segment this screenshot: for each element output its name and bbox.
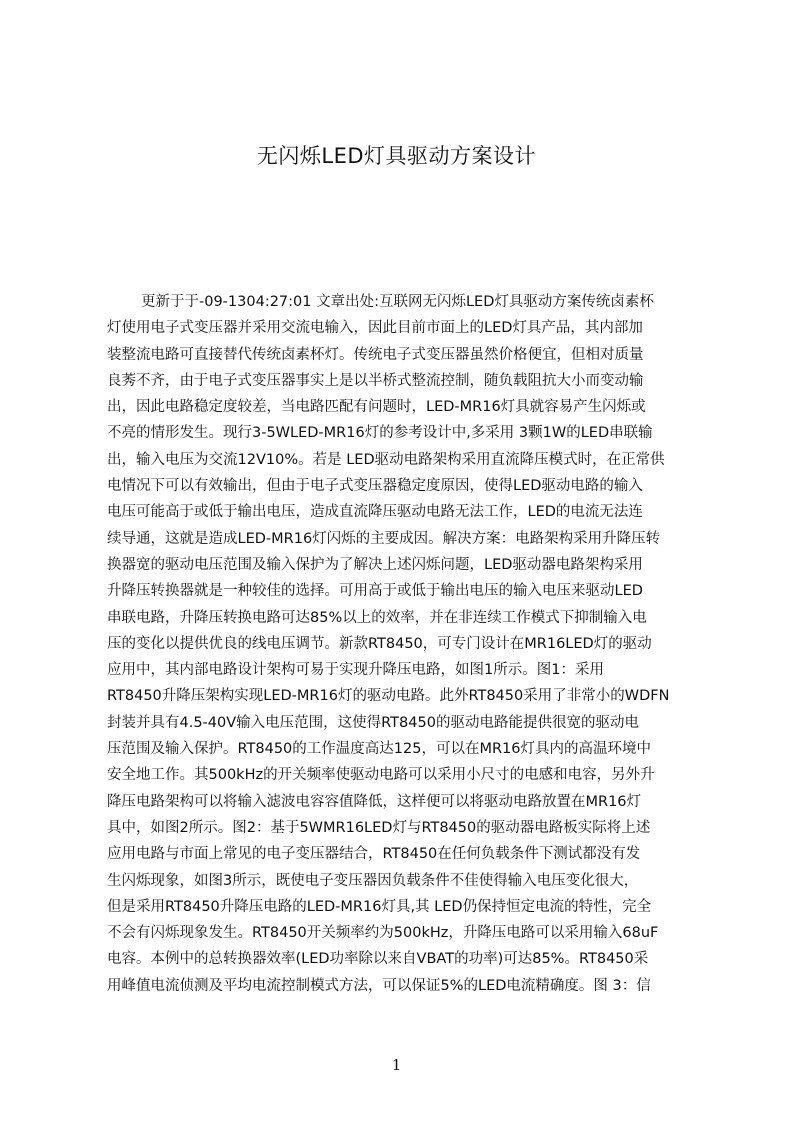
document-title: 无闪烁LED灯具驱动方案设计 xyxy=(256,144,537,168)
text-line: 具中，如图2所示。图2：基于5WMR16LED灯与RT8450的驱动器电路板实际将上述 xyxy=(107,819,651,836)
text-line: 应用电路与市面上常见的电子变压器结合，RT8450在任何负载条件下测试都没有发 xyxy=(107,846,641,863)
page-number: 1 xyxy=(391,1056,402,1074)
text-line: 良莠不齐，由于电子式变压器事实上是以半桥式整流控制，随负载阻抗大小而变动输 xyxy=(107,372,644,389)
text-line: 串联电路，升降压转换电路可达85%以上的效率，并在非连续工作模式下抑制输入电 xyxy=(107,609,647,626)
text-line: 电压可能高于或低于输出电压，造成直流降压驱动电路无法工作，LED的电流无法连 xyxy=(107,504,643,521)
text-line: 灯使用电子式变压器并采用交流电输入，因此目前市面上的LED灯具产品，其内部加 xyxy=(107,320,643,337)
text-line: 更新于于-09-1304:27:01 文章出处:互联网无闪烁LED灯具驱动方案传统卤素杯 xyxy=(141,294,654,310)
text-line: 换器宽的驱动电压范围及输入保护为了解决上述闪烁问题，LED驱动器电路架构采用 xyxy=(107,556,643,573)
text-line: 安全地工作。其500kHz的开关频率使驱动电路可以采用小尺寸的电感和电容，另外升 xyxy=(107,767,655,784)
text-line: 出，输入电压为交流12V10%。若是 LED驱动电路架构采用直流降压模式时，在正常供 xyxy=(107,451,665,468)
text-line: 降压电路架构可以将输入滤波电容容值降低，这样便可以将驱动电路放置在MR16灯 xyxy=(107,793,642,810)
text-line: 但是采用RT8450升降压电路的LED-MR16灯具,其 LED仍保持恒定电流的特性，完全 xyxy=(107,898,652,915)
text-line: 压范围及输入保护。RT8450的工作温度高达125，可以在MR16灯具内的高温环境中 xyxy=(107,741,651,758)
text-line: 生闪烁现象，如图3所示，既使电子变压器因负载条件不佳使得输入电压变化很大， xyxy=(107,872,639,889)
text-line: 不会有闪烁现象发生。RT8450开关频率约为500kHz，升降压电路可以采用输入68uF xyxy=(107,925,659,942)
text-line: 出，因此电路稳定度较差，当电路匹配有问题时，LED-MR16灯具就容易产生闪烁或 xyxy=(107,399,646,416)
text-line: 用峰值电流侦测及平均电流控制模式方法，可以保证5%的LED电流精确度。图 3：信 xyxy=(107,977,651,994)
text-line: 装整流电路可直接替代传统卤素杯灯。传统电子式变压器虽然价格便宜，但相对质量 xyxy=(107,346,644,363)
text-line: 电容。本例中的总转换器效率(LED功率除以来自VBAT的功率)可达85%。RT8450采 xyxy=(107,951,649,968)
body-paragraph xyxy=(107,289,697,999)
text-line: 续导通，这就是造成LED-MR16灯闪烁的主要成因。解决方案：电路架构采用升降压转 xyxy=(107,530,661,547)
text-line: 压的变化以提供优良的线电压调节。新款RT8450，可专门设计在MR16LED灯的驱动 xyxy=(107,635,652,652)
text-line: 电情况下可以有效输出，但由于电子式变压器稳定度原因，使得LED驱动电路的输入 xyxy=(107,478,643,495)
text-line: 不亮的情形发生。现行3-5WLED-MR16灯的参考设计中,多采用 3颗1W的LED串联输 xyxy=(107,425,653,442)
text-line: 应用中，其内部电路设计架构可易于实现升降压电路，如图1所示。图1：采用 xyxy=(107,662,604,679)
text-line: 升降压转换器就是一种较佳的选择。可用高于或低于输出电压的输入电压来驱动LED xyxy=(107,583,643,600)
text-line: RT8450升降压架构实现LED-MR16灯的驱动电路。此外RT8450采用了非常小的WDFN xyxy=(107,688,670,705)
text-line: 封装并具有4.5-40V输入电压范围，这使得RT8450的驱动电路能提供很宽的驱动电 xyxy=(107,714,639,731)
